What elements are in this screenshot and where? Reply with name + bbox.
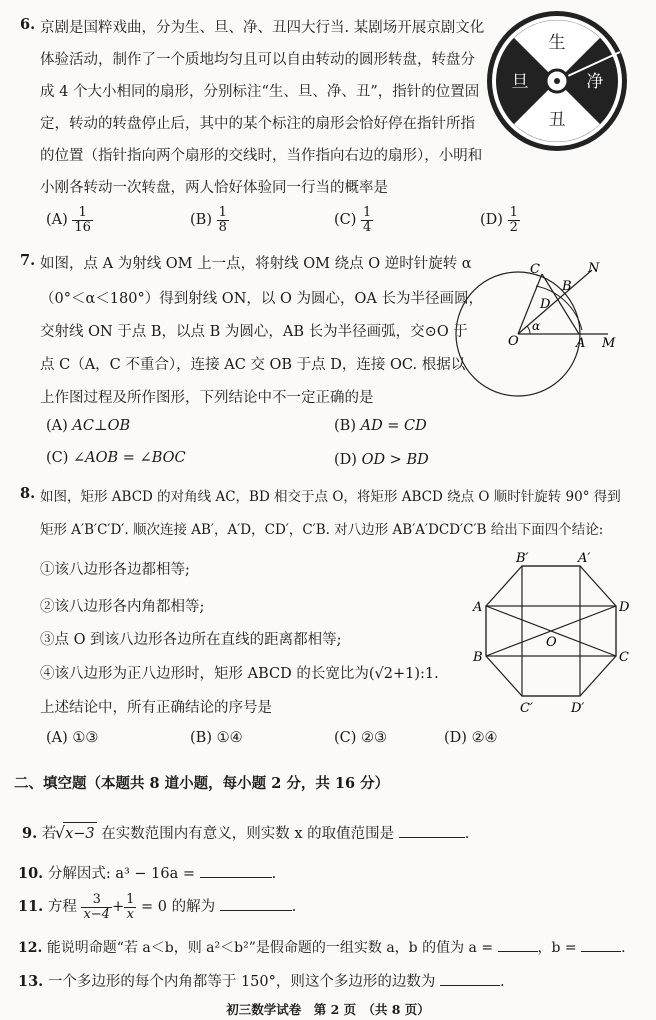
option-label: (B) [334, 418, 356, 434]
sqrt-radicand: √x−3 [54, 823, 95, 842]
q11-number: 11. [18, 898, 44, 916]
q13-text: 一个多边形的每个内角都等于 150°，则这个多边形的边数为 [47, 974, 436, 990]
q11-fraction-1 [81, 893, 112, 921]
wheel-hub-center [554, 78, 560, 84]
q7-option-a[interactable] [46, 418, 130, 434]
q6-option-a[interactable] [46, 206, 93, 234]
q7-circle-figure [452, 256, 636, 420]
q12-answer-blank-b[interactable] [581, 939, 621, 952]
label-b-prime: B′ [516, 551, 529, 566]
q11: 11. 方程 $\frac{3}{x-4}$ + $\frac{1}{x}$ = 0 的解为 . [18, 892, 297, 922]
q7-line-5: 上作图过程及所作图形，下列结论中不一定正确的是 [40, 390, 374, 406]
option-text: OD > BD [361, 452, 429, 468]
q6-number: 6. [20, 16, 36, 33]
fraction [72, 206, 93, 234]
q6-line-4: 定，转动的转盘停止后，其中的某个标注的扇形会恰好停在指针所指 [40, 116, 475, 132]
spinner-wheel-figure [484, 8, 630, 154]
label-c: C [619, 650, 629, 665]
ratio-expression: (√2+1):1. [368, 666, 439, 682]
q8-conclusion-3: ③点 O 到该八边形各边所在直线的距离都相等; [40, 632, 342, 648]
q13-number: 13. [18, 973, 44, 990]
option-label: (D) [444, 730, 467, 746]
q9-number: 9. [22, 825, 38, 842]
option-label: (C) [334, 212, 357, 229]
angle-alpha-arc [527, 326, 530, 334]
q6-line-2: 体验活动，制作了一个质地均匀且可以自由转动的圆形转盘，转盘分 [40, 52, 475, 68]
q10-number: 10. [18, 865, 44, 882]
q9-answer-blank[interactable] [399, 825, 465, 838]
numerator: 1 [126, 892, 135, 907]
label-d: D [540, 297, 551, 312]
q9-pre: 若 [41, 826, 57, 842]
numerator: 3 [81, 893, 112, 908]
option-label: (A) [46, 418, 68, 434]
q13: 13. 一个多边形的每个内角都等于 150°，则这个多边形的边数为 . [18, 973, 505, 990]
q8-option-d[interactable] [444, 730, 498, 746]
denominator: 8 [218, 219, 227, 235]
option-text: AC⊥OB [72, 418, 131, 434]
option-label: (B) [190, 212, 212, 229]
q6-line-5: 的位置（指针指向两个扇形的交线时，当作指向右边的扇形），小明和 [40, 148, 483, 164]
label-a-prime: A′ [578, 551, 591, 566]
page-footer: 初三数学试卷 第 2 页 （共 8 页） [226, 1002, 430, 1017]
q9-post: 在实数范围内有意义，则实数 x 的取值范围是 [101, 826, 395, 842]
q8-prompt: 上述结论中，所有正确结论的序号是 [40, 700, 272, 716]
label-sheng: 生 [548, 33, 566, 53]
q7-line-2: （0°＜α＜180°）得到射线 ON，以 O 为圆心，OA 长为半径画圆， [40, 291, 483, 307]
fraction [508, 206, 520, 234]
q12-number: 12. [18, 940, 43, 956]
q12-mid: ，b = [537, 940, 577, 956]
label-dan: 旦 [511, 72, 529, 92]
q12-text: 能说明命题“若 a＜b，则 a²＜b²”是假命题的一组实数 a，b 的值为 a = [46, 940, 494, 956]
q10-answer-blank[interactable] [200, 865, 272, 878]
option-label: (A) [46, 212, 68, 229]
denominator: 16 [74, 219, 91, 235]
option-text: ②④ [471, 730, 498, 746]
label-d: D [619, 600, 630, 615]
numerator: 1 [72, 206, 93, 221]
q8-conclusion-2: ②该八边形各内角都相等; [40, 599, 205, 615]
option-label: (A) [46, 730, 68, 746]
q6-option-c[interactable] [334, 206, 373, 234]
label-alpha: α [532, 319, 541, 333]
q7-option-b[interactable] [334, 418, 427, 434]
q11-answer-blank[interactable] [220, 898, 292, 911]
denominator: 4 [363, 219, 372, 235]
label-chou: 丑 [548, 110, 566, 130]
option-label: (C) [334, 730, 357, 746]
option-label: (B) [190, 730, 212, 746]
option-text: ①③ [72, 730, 99, 746]
numerator: 1 [363, 205, 372, 220]
q8-line-2: 矩形 A′B′C′D′. 顺次连接 AB′，A′D，CD′，C′B. 对八边形 AB′A′DCD′C′B 给出下面四个结论: [40, 522, 604, 538]
label-b: B [473, 650, 483, 665]
q7-line-4: 点 C（A，C 不重合），连接 AC 交 OB 于点 D，连接 OC. 根据以 [40, 357, 466, 373]
q8-number: 8. [20, 485, 36, 502]
q8-conclusion-1: ①该八边形各边都相等; [40, 562, 190, 578]
q10-text: 分解因式: a³ − 16a = [47, 866, 196, 882]
label-c: C [530, 262, 540, 277]
q12-answer-blank-a[interactable] [498, 939, 538, 952]
fraction [217, 206, 229, 234]
q8-octagon-figure [466, 548, 636, 716]
denominator: x [126, 906, 134, 922]
label-o: O [508, 334, 519, 349]
option-label: (D) [480, 212, 503, 229]
q12: 12. 能说明命题“若 a＜b，则 a²＜b²”是假命题的一组实数 a，b 的值为 a = ，b = . [18, 940, 626, 956]
denominator: x−4 [83, 906, 110, 922]
ray-on [518, 270, 592, 334]
q7-option-d[interactable] [334, 452, 429, 468]
q13-answer-blank[interactable] [440, 973, 500, 986]
q11-pre: 方程 [47, 899, 77, 916]
label-jing: 净 [586, 72, 604, 92]
label-c-prime: C′ [520, 701, 533, 716]
label-m: M [602, 336, 616, 351]
option-text: ∠AOB = ∠BOC [73, 450, 186, 466]
q7-line-1: 如图，点 A 为射线 OM 上一点，将射线 OM 绕点 O 逆时针旋转 α [40, 256, 472, 272]
numerator: 1 [509, 205, 518, 220]
q6-line-6: 小刚各转动一次转盘，两人恰好体验同一行当的概率是 [40, 180, 388, 196]
q8-line-1: 如图，矩形 ABCD 的对角线 AC，BD 相交于点 O，将矩形 ABCD 绕点 O 顺时针旋转 90° 得到 [40, 489, 621, 505]
label-o: O [546, 635, 557, 650]
q8-option-a[interactable] [46, 730, 98, 746]
label-a: A [473, 600, 483, 615]
q7-option-c[interactable] [46, 450, 186, 466]
option-text: ①④ [216, 730, 243, 746]
numerator: 1 [218, 205, 227, 220]
q6-option-d[interactable] [480, 206, 520, 234]
option-text: ②③ [361, 730, 388, 746]
section-2-title: 二、填空题（本题共 8 道小题，每小题 2 分，共 16 分） [14, 775, 390, 792]
label-a: A [576, 336, 586, 351]
q9-radicand: x−3 [65, 826, 95, 842]
q9: 9. 若 √x−3 在实数范围内有意义，则实数 x 的取值范围是 . [22, 823, 470, 842]
q11-post: = 0 的解为 [141, 899, 216, 916]
q8-option-c[interactable] [334, 730, 387, 746]
q6-line-1: 京剧是国粹戏曲，分为生、旦、净、丑四大行当. 某剧场开展京剧文化 [40, 20, 485, 36]
q7-line-3: 交射线 ON 于点 B，以点 B 为圆心，AB 长为半径画弧，交⊙O 于 [40, 324, 468, 340]
label-b: B [562, 279, 572, 294]
q10: 10. 分解因式: a³ − 16a = . [18, 865, 277, 882]
option-label: (C) [46, 450, 69, 466]
q11-plus: + [111, 899, 125, 916]
label-n: N [588, 261, 600, 276]
fraction [361, 206, 373, 234]
label-d-prime: D′ [571, 701, 585, 716]
denominator: 2 [509, 219, 518, 235]
q6-option-b[interactable] [190, 206, 229, 234]
option-label: (D) [334, 452, 357, 468]
conclusion-4-text: ④该八边形为正八边形时，矩形 ABCD 的长宽比为 [40, 666, 369, 682]
q6-line-3: 成 4 个大小相同的扇形，分别标注“生、旦、净、丑”，指针的位置固 [40, 84, 480, 100]
option-text: AD = CD [360, 418, 427, 434]
q8-option-b[interactable] [190, 730, 243, 746]
q11-fraction-2 [124, 893, 136, 921]
q7-number: 7. [20, 252, 36, 269]
q8-conclusion-4 [40, 662, 439, 683]
